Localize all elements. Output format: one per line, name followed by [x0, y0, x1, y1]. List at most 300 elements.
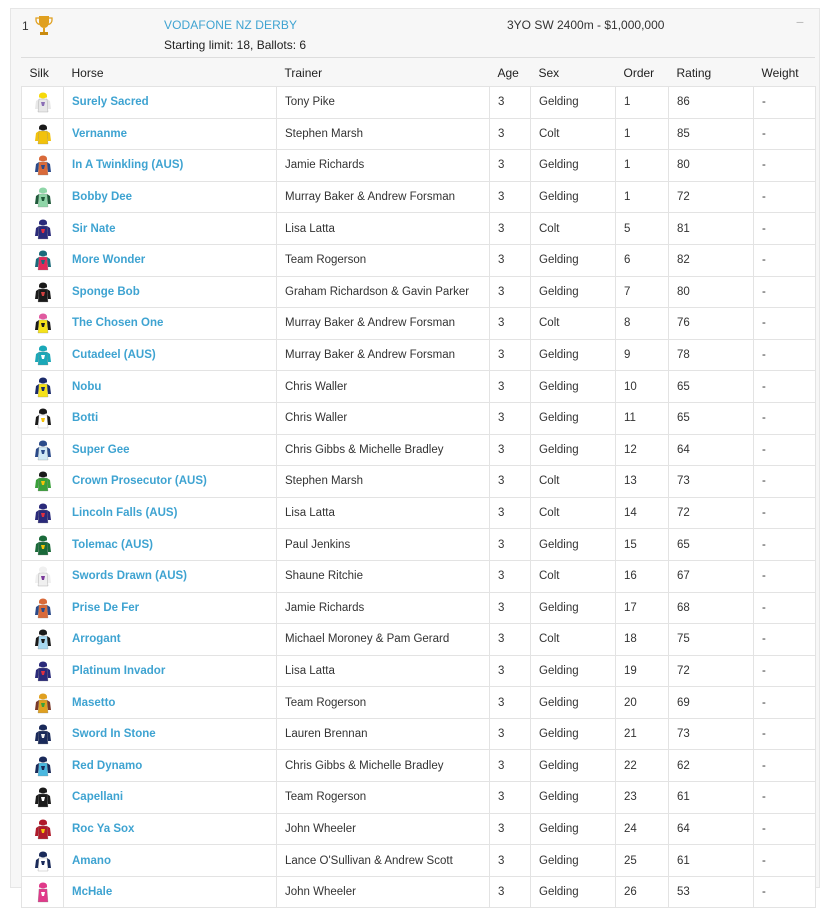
horse-link[interactable]: Botti — [72, 412, 99, 425]
rating-cell: 65 — [669, 402, 754, 434]
sex-cell: Gelding — [531, 876, 616, 908]
silk-cell — [22, 813, 64, 845]
trainer-name: Chris Waller — [277, 371, 490, 403]
order-cell: 25 — [616, 845, 669, 877]
order-cell: 24 — [616, 813, 669, 845]
table-row — [22, 718, 816, 750]
horse-name-cell — [64, 213, 277, 245]
age-cell: 3 — [490, 592, 531, 624]
silk-cell — [22, 181, 64, 213]
silk-cell — [22, 750, 64, 782]
order-cell: 1 — [616, 181, 669, 213]
weight-cell: - — [754, 560, 816, 592]
trainer-name: Stephen Marsh — [277, 466, 490, 498]
jockey-silk-icon — [34, 123, 52, 145]
rating-cell: 69 — [669, 687, 754, 719]
table-row — [22, 845, 816, 877]
sex-cell: Gelding — [531, 244, 616, 276]
sex-cell: Gelding — [531, 845, 616, 877]
age-cell: 3 — [490, 529, 531, 561]
silk-cell — [22, 371, 64, 403]
weight-cell: - — [754, 213, 816, 245]
age-cell: 3 — [490, 87, 531, 119]
weight-cell: - — [754, 118, 816, 150]
sex-cell: Gelding — [531, 750, 616, 782]
horse-link[interactable]: Surely Sacred — [72, 96, 149, 109]
trainer-name: Lauren Brennan — [277, 718, 490, 750]
horse-link[interactable]: Cutadeel (AUS) — [72, 349, 156, 362]
horse-link[interactable]: Capellani — [72, 791, 124, 804]
age-cell: 3 — [490, 434, 531, 466]
age-cell: 3 — [490, 624, 531, 656]
horse-name-cell — [64, 750, 277, 782]
sex-cell: Gelding — [531, 687, 616, 719]
trainer-name: Murray Baker & Andrew Forsman — [277, 308, 490, 340]
table-row — [22, 592, 816, 624]
col-header-weight: Weight — [761, 65, 799, 80]
age-cell: 3 — [490, 150, 531, 182]
trainer-name: Jamie Richards — [277, 150, 490, 182]
horse-link[interactable]: Sword In Stone — [72, 728, 156, 741]
horse-link[interactable]: McHale — [72, 886, 113, 899]
horse-link[interactable]: More Wonder — [72, 254, 146, 267]
order-cell: 8 — [616, 308, 669, 340]
trainer-name: Chris Gibbs & Michelle Bradley — [277, 434, 490, 466]
rating-cell: 75 — [669, 624, 754, 656]
order-cell: 5 — [616, 213, 669, 245]
weight-cell: - — [754, 529, 816, 561]
table-row — [22, 87, 816, 119]
trainer-name: Team Rogerson — [277, 782, 490, 814]
order-cell: 7 — [616, 276, 669, 308]
col-header-rating: Rating — [676, 65, 712, 80]
horse-link[interactable]: Sir Nate — [72, 222, 116, 235]
horse-link[interactable]: Crown Prosecutor (AUS) — [72, 475, 207, 488]
sex-cell: Gelding — [531, 718, 616, 750]
table-row — [22, 244, 816, 276]
sex-cell: Gelding — [531, 276, 616, 308]
horse-link[interactable]: Nobu — [72, 380, 102, 393]
order-cell: 14 — [616, 497, 669, 529]
weight-cell: - — [754, 592, 816, 624]
race-info: 3YO SW 2400m - $1,000,000 — [507, 18, 665, 32]
horse-name-cell — [64, 181, 277, 213]
order-cell: 20 — [616, 687, 669, 719]
rating-cell: 86 — [669, 87, 754, 119]
sex-cell: Colt — [531, 560, 616, 592]
horse-link[interactable]: Arrogant — [72, 633, 121, 646]
silk-cell — [22, 624, 64, 656]
trainer-name: Team Rogerson — [277, 244, 490, 276]
jockey-silk-icon — [34, 91, 52, 113]
order-cell: 11 — [616, 402, 669, 434]
sex-cell: Colt — [531, 118, 616, 150]
age-cell: 3 — [490, 213, 531, 245]
jockey-silk-icon — [34, 597, 52, 619]
table-row — [22, 181, 816, 213]
trainer-name: John Wheeler — [277, 813, 490, 845]
sex-cell: Colt — [531, 308, 616, 340]
age-cell: 3 — [490, 750, 531, 782]
col-header-trainer: Trainer — [284, 65, 323, 80]
col-header-horse: Horse — [71, 65, 104, 80]
jockey-silk-icon — [34, 818, 52, 840]
silk-cell — [22, 845, 64, 877]
rating-cell: 65 — [669, 529, 754, 561]
horse-link[interactable]: Platinum Invador — [72, 664, 166, 677]
race-header — [11, 9, 819, 56]
jockey-silk-icon — [34, 154, 52, 176]
col-header-sex: Sex — [538, 65, 560, 80]
sex-cell: Gelding — [531, 813, 616, 845]
order-cell: 19 — [616, 655, 669, 687]
race-number: 1 — [22, 19, 29, 33]
order-cell: 22 — [616, 750, 669, 782]
race-title[interactable]: VODAFONE NZ DERBY — [164, 18, 298, 32]
trainer-name: Murray Baker & Andrew Forsman — [277, 339, 490, 371]
silk-cell — [22, 560, 64, 592]
trainer-name: Tony Pike — [277, 87, 490, 119]
horse-link[interactable]: Swords Drawn (AUS) — [72, 570, 188, 583]
age-cell: 3 — [490, 876, 531, 908]
order-cell: 21 — [616, 718, 669, 750]
horse-name-cell — [64, 529, 277, 561]
sex-cell: Gelding — [531, 339, 616, 371]
table-row — [22, 402, 816, 434]
rating-cell: 64 — [669, 813, 754, 845]
horse-name-cell — [64, 592, 277, 624]
horse-link[interactable]: Sponge Bob — [72, 285, 140, 298]
horse-name-cell — [64, 655, 277, 687]
table-row — [22, 434, 816, 466]
order-cell: 10 — [616, 371, 669, 403]
silk-cell — [22, 339, 64, 371]
rating-cell: 80 — [669, 150, 754, 182]
trainer-name: Chris Gibbs & Michelle Bradley — [277, 750, 490, 782]
rating-cell: 53 — [669, 876, 754, 908]
rating-cell: 85 — [669, 118, 754, 150]
age-cell: 3 — [490, 339, 531, 371]
jockey-silk-icon — [34, 692, 52, 714]
silk-cell — [22, 308, 64, 340]
weight-cell: - — [754, 402, 816, 434]
weight-cell: - — [754, 466, 816, 498]
rating-cell: 62 — [669, 750, 754, 782]
age-cell: 3 — [490, 718, 531, 750]
weight-cell: - — [754, 497, 816, 529]
jockey-silk-icon — [34, 344, 52, 366]
sex-cell: Gelding — [531, 402, 616, 434]
horse-name-cell — [64, 782, 277, 814]
horse-link[interactable]: The Chosen One — [72, 317, 164, 330]
table-row — [22, 497, 816, 529]
trainer-name: Chris Waller — [277, 402, 490, 434]
sex-cell: Colt — [531, 497, 616, 529]
silk-cell — [22, 876, 64, 908]
sex-cell: Gelding — [531, 181, 616, 213]
rating-cell: 67 — [669, 560, 754, 592]
col-header-silk: Silk — [29, 65, 49, 80]
rating-cell: 72 — [669, 655, 754, 687]
silk-cell — [22, 466, 64, 498]
trainer-name: Graham Richardson & Gavin Parker — [277, 276, 490, 308]
trainer-name: Jamie Richards — [277, 592, 490, 624]
table-row — [22, 655, 816, 687]
age-cell: 3 — [490, 244, 531, 276]
horse-name-cell — [64, 244, 277, 276]
jockey-silk-icon — [34, 660, 52, 682]
collapse-button[interactable]: − — [795, 14, 804, 30]
age-cell: 3 — [490, 497, 531, 529]
weight-cell: - — [754, 782, 816, 814]
order-cell: 18 — [616, 624, 669, 656]
sex-cell: Gelding — [531, 529, 616, 561]
age-cell: 3 — [490, 371, 531, 403]
jockey-silk-icon — [34, 312, 52, 334]
rating-cell: 73 — [669, 466, 754, 498]
header-divider — [21, 57, 815, 58]
order-cell: 9 — [616, 339, 669, 371]
rating-cell: 72 — [669, 497, 754, 529]
rating-cell: 78 — [669, 339, 754, 371]
horse-link[interactable]: Amano — [72, 854, 111, 867]
order-cell: 17 — [616, 592, 669, 624]
jockey-silk-icon — [34, 281, 52, 303]
table-row — [22, 782, 816, 814]
rating-cell: 61 — [669, 845, 754, 877]
age-cell: 3 — [490, 276, 531, 308]
horse-name-cell — [64, 308, 277, 340]
horse-link[interactable]: In A Twinkling (AUS) — [72, 159, 184, 172]
order-cell: 26 — [616, 876, 669, 908]
silk-cell — [22, 150, 64, 182]
table-row — [22, 150, 816, 182]
jockey-silk-icon — [34, 565, 52, 587]
table-row — [22, 750, 816, 782]
horse-name-cell — [64, 434, 277, 466]
jockey-silk-icon — [34, 755, 52, 777]
horse-name-cell — [64, 624, 277, 656]
jockey-silk-icon — [34, 723, 52, 745]
horse-link[interactable]: Red Dynamo — [72, 759, 143, 772]
age-cell: 3 — [490, 308, 531, 340]
age-cell: 3 — [490, 845, 531, 877]
weight-cell: - — [754, 813, 816, 845]
horse-name-cell — [64, 87, 277, 119]
rating-cell: 76 — [669, 308, 754, 340]
rating-cell: 72 — [669, 181, 754, 213]
silk-cell — [22, 276, 64, 308]
sex-cell: Colt — [531, 213, 616, 245]
rating-cell: 65 — [669, 371, 754, 403]
weight-cell: - — [754, 845, 816, 877]
silk-cell — [22, 434, 64, 466]
horse-link[interactable]: Lincoln Falls (AUS) — [72, 507, 178, 520]
trainer-name: John Wheeler — [277, 876, 490, 908]
horse-name-cell — [64, 813, 277, 845]
silk-cell — [22, 687, 64, 719]
weight-cell: - — [754, 655, 816, 687]
horse-name-cell — [64, 118, 277, 150]
silk-cell — [22, 244, 64, 276]
rating-cell: 82 — [669, 244, 754, 276]
trainer-name: Lisa Latta — [277, 213, 490, 245]
weight-cell: - — [754, 687, 816, 719]
jockey-silk-icon — [34, 534, 52, 556]
table-row — [22, 118, 816, 150]
horse-name-cell — [64, 371, 277, 403]
table-row — [22, 339, 816, 371]
silk-cell — [22, 655, 64, 687]
order-cell: 1 — [616, 150, 669, 182]
weight-cell: - — [754, 308, 816, 340]
age-cell: 3 — [490, 655, 531, 687]
trainer-name: Lisa Latta — [277, 497, 490, 529]
horse-name-cell — [64, 497, 277, 529]
table-row — [22, 371, 816, 403]
table-row — [22, 687, 816, 719]
rating-cell: 64 — [669, 434, 754, 466]
age-cell: 3 — [490, 402, 531, 434]
trophy-icon — [35, 15, 53, 37]
sex-cell: Gelding — [531, 371, 616, 403]
weight-cell: - — [754, 339, 816, 371]
table-row — [22, 308, 816, 340]
silk-cell — [22, 718, 64, 750]
age-cell: 3 — [490, 466, 531, 498]
order-cell: 1 — [616, 118, 669, 150]
weight-cell: - — [754, 371, 816, 403]
horse-name-cell — [64, 402, 277, 434]
rating-cell: 80 — [669, 276, 754, 308]
order-cell: 6 — [616, 244, 669, 276]
rating-cell: 73 — [669, 718, 754, 750]
silk-cell — [22, 87, 64, 119]
weight-cell: - — [754, 87, 816, 119]
sex-cell: Gelding — [531, 782, 616, 814]
horse-link[interactable]: Masetto — [72, 696, 116, 709]
sex-cell: Gelding — [531, 655, 616, 687]
horse-name-cell — [64, 150, 277, 182]
col-header-age: Age — [497, 65, 519, 80]
jockey-silk-icon — [34, 439, 52, 461]
sex-cell: Gelding — [531, 150, 616, 182]
silk-cell — [22, 497, 64, 529]
silk-cell — [22, 213, 64, 245]
trainer-name: Michael Moroney & Pam Gerard — [277, 624, 490, 656]
sex-cell: Colt — [531, 624, 616, 656]
jockey-silk-icon — [34, 186, 52, 208]
jockey-silk-icon — [34, 218, 52, 240]
order-cell: 12 — [616, 434, 669, 466]
order-cell: 23 — [616, 782, 669, 814]
col-header-order: Order — [623, 65, 655, 80]
table-row — [22, 876, 816, 908]
trainer-name: Team Rogerson — [277, 687, 490, 719]
horse-name-cell — [64, 687, 277, 719]
sex-cell: Gelding — [531, 592, 616, 624]
table-row — [22, 213, 816, 245]
order-cell: 16 — [616, 560, 669, 592]
age-cell: 3 — [490, 118, 531, 150]
age-cell: 3 — [490, 181, 531, 213]
table-row — [22, 276, 816, 308]
trainer-name: Paul Jenkins — [277, 529, 490, 561]
silk-cell — [22, 402, 64, 434]
silk-cell — [22, 782, 64, 814]
table-row — [22, 466, 816, 498]
jockey-silk-icon — [34, 376, 52, 398]
weight-cell: - — [754, 244, 816, 276]
table-row — [22, 529, 816, 561]
table-row — [22, 624, 816, 656]
horse-link[interactable]: Tolemac (AUS) — [72, 538, 153, 551]
weight-cell: - — [754, 624, 816, 656]
age-cell: 3 — [490, 782, 531, 814]
jockey-silk-icon — [34, 502, 52, 524]
horse-name-cell — [64, 466, 277, 498]
horse-link[interactable]: Roc Ya Sox — [72, 822, 135, 835]
jockey-silk-icon — [34, 407, 52, 429]
sex-cell: Gelding — [531, 434, 616, 466]
order-cell: 15 — [616, 529, 669, 561]
race-card — [10, 8, 820, 899]
horse-name-cell — [64, 876, 277, 908]
horse-name-cell — [64, 845, 277, 877]
age-cell: 3 — [490, 687, 531, 719]
sex-cell: Colt — [531, 466, 616, 498]
race-limits: Starting limit: 18, Ballots: 6 — [164, 38, 307, 52]
silk-cell — [22, 592, 64, 624]
horse-name-cell — [64, 276, 277, 308]
horse-name-cell — [64, 560, 277, 592]
jockey-silk-icon — [34, 786, 52, 808]
trainer-name: Murray Baker & Andrew Forsman — [277, 181, 490, 213]
age-cell: 3 — [490, 560, 531, 592]
weight-cell: - — [754, 276, 816, 308]
weight-cell: - — [754, 750, 816, 782]
weight-cell: - — [754, 876, 816, 908]
horse-link[interactable]: Vernanme — [72, 127, 127, 140]
silk-cell — [22, 529, 64, 561]
trainer-name: Lisa Latta — [277, 655, 490, 687]
trainer-name: Lance O'Sullivan & Andrew Scott — [277, 845, 490, 877]
weight-cell: - — [754, 181, 816, 213]
jockey-silk-icon — [34, 850, 52, 872]
horse-link[interactable]: Bobby Dee — [72, 191, 133, 204]
trainer-name: Shaune Ritchie — [277, 560, 490, 592]
weight-cell: - — [754, 718, 816, 750]
horse-link[interactable]: Super Gee — [72, 443, 130, 456]
table-row — [22, 813, 816, 845]
order-cell: 13 — [616, 466, 669, 498]
field-table — [21, 59, 816, 908]
weight-cell: - — [754, 434, 816, 466]
rating-cell: 81 — [669, 213, 754, 245]
rating-cell: 68 — [669, 592, 754, 624]
weight-cell: - — [754, 150, 816, 182]
age-cell: 3 — [490, 813, 531, 845]
horse-name-cell — [64, 339, 277, 371]
horse-link[interactable]: Prise De Fer — [72, 601, 140, 614]
table-header-row — [22, 59, 816, 87]
jockey-silk-icon — [34, 249, 52, 271]
horse-name-cell — [64, 718, 277, 750]
silk-cell — [22, 118, 64, 150]
trainer-name: Stephen Marsh — [277, 118, 490, 150]
jockey-silk-icon — [34, 470, 52, 492]
jockey-silk-icon — [34, 628, 52, 650]
